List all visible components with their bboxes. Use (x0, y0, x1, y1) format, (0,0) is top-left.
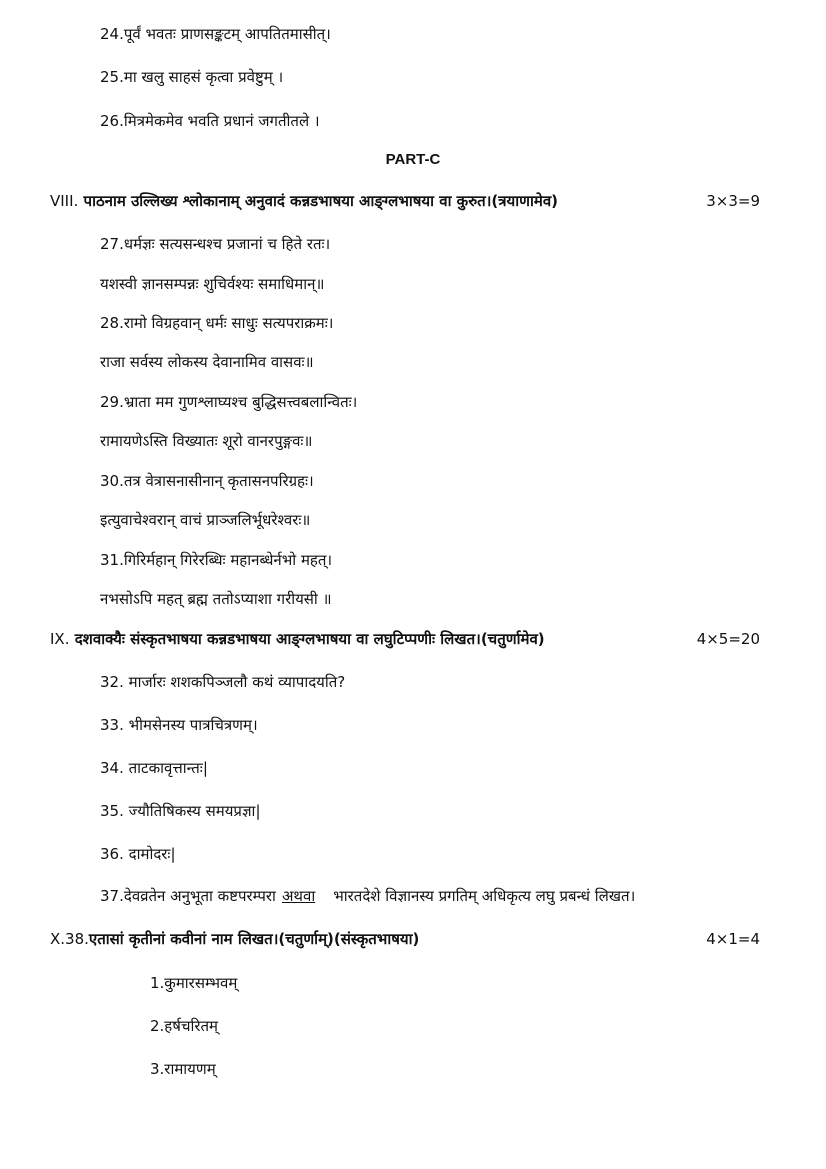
verse-line: 28.रामो विग्रहवान् धर्मः साधुः सत्यपराक्रमः। (100, 314, 334, 332)
section-x-title-wrap (50, 929, 419, 949)
verse-line: नभसोऽपि महत् ब्रह्म ततोऽप्याशा गरीयसी ॥ (100, 590, 332, 608)
section-ix-heading (50, 629, 760, 649)
question-34: 34. ताटकावृत्तान्तः| (100, 759, 208, 777)
question-33: 33. भीमसेनस्य पात्रचित्रणम्। (100, 716, 258, 734)
question-25: 25.मा खलु साहसं कृत्वा प्रवेष्टुम् । (100, 68, 284, 86)
or-label: अथवा (281, 887, 316, 905)
question-37-left: 37.देवव्रतेन अनुभूता कष्टपरम्परा (100, 887, 276, 905)
work-item: 1.कुमारसम्भवम् (150, 974, 238, 992)
section-x-number: X.38. (50, 930, 89, 948)
question-37 (100, 886, 635, 906)
section-viii-marks: 3×3=9 (706, 192, 760, 210)
verse-line: 31.गिरिर्महान् गिरेरब्धिः महानब्धेर्नभो महत्। (100, 551, 333, 569)
question-35: 35. ज्यौतिषिकस्य समयप्रज्ञा| (100, 802, 261, 820)
question-37-right: भारतदेशे विज्ञानस्य प्रगतिम् अधिकृत्य लघु प्रबन्धं लिखत। (333, 887, 636, 905)
question-24: 24.पूर्वं भवतः प्राणसङ्कटम् आपतितमासीत्। (100, 25, 331, 43)
verse-line: यशस्वी ज्ञानसम्पन्नः शुचिर्वश्यः समाधिमान्॥ (100, 275, 325, 293)
section-x-heading (50, 929, 760, 949)
verse-line: 27.धर्मज्ञः सत्यसन्धश्च प्रजानां च हिते रतः। (100, 235, 331, 253)
question-36: 36. दामोदरः| (100, 845, 176, 863)
section-viii-title-wrap (50, 191, 558, 211)
section-ix-marks: 4×5=20 (696, 630, 760, 648)
section-ix-title-wrap (50, 629, 545, 649)
section-ix-title: दशवाक्यैः संस्कृतभाषया कन्नडभाषया आङ्ग्लभाषया वा लघुटिप्पणीः लिखत।(चतुर्णामेव) (74, 630, 545, 648)
section-viii-title: पाठनाम उल्लिख्य श्लोकानाम् अनुवादं कन्नडभाषया आङ्ग्लभाषया वा कुरुत।(त्रयाणामेव) (83, 192, 559, 210)
verse-line: रामायणेऽस्ति विख्यातः शूरो वानरपुङ्गवः॥ (100, 432, 313, 450)
part-heading: PART-C (385, 151, 441, 168)
work-item: 3.रामायणम् (150, 1060, 216, 1078)
verse-line: इत्युवाचेश्वरान् वाचं प्राञ्जलिर्भूधरेश्वरः॥ (100, 511, 311, 529)
question-26: 26.मित्रमेकमेव भवति प्रधानं जगतीतले । (100, 112, 320, 130)
section-ix-number: IX. (50, 630, 70, 648)
verse-line: राजा सर्वस्य लोकस्य देवानामिव वासवः॥ (100, 353, 314, 371)
section-x-title: एतासां कृतीनां कवीनां नाम लिखत।(चतुर्णाम्)(संस्कृतभाषया) (88, 930, 420, 948)
verse-line: 30.तत्र वेत्रासनासीनान् कृतासनपरिग्रहः। (100, 472, 314, 490)
work-item: 2.हर्षचरितम् (150, 1017, 219, 1035)
section-x-marks: 4×1=4 (706, 930, 760, 948)
verse-line: 29.भ्राता मम गुणश्लाघ्यश्च बुद्धिसत्त्वबलान्वितः। (100, 393, 358, 411)
question-32: 32. मार्जारः शशकपिञ्जलौ कथं व्यापादयति? (100, 673, 346, 691)
section-viii-number: VIII. (50, 192, 79, 210)
section-viii-heading (50, 191, 760, 211)
